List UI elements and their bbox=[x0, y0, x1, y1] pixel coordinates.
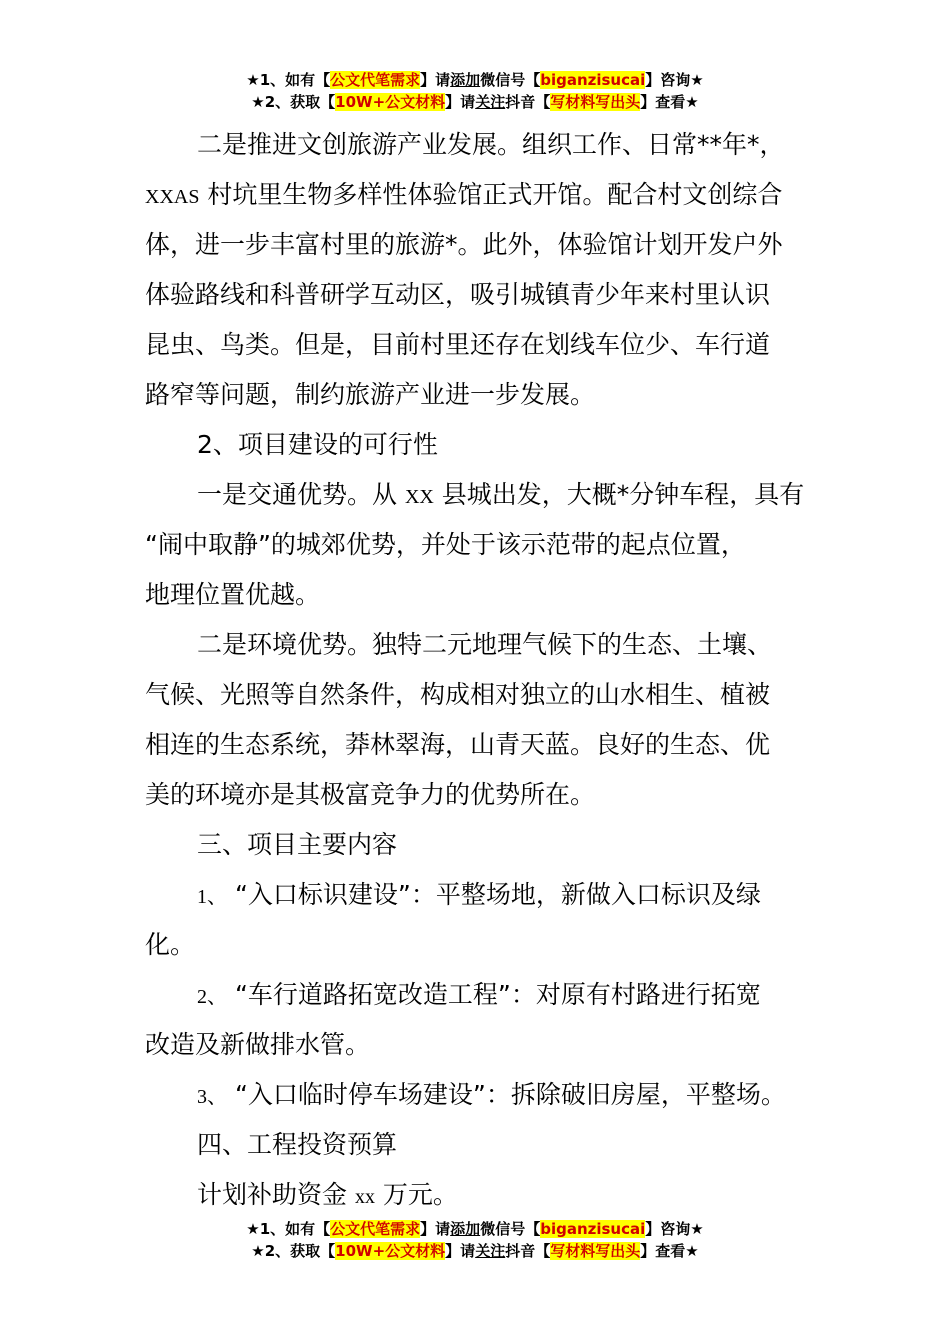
section-heading-budget: 四、工程投资预算 bbox=[197, 1130, 398, 1159]
list-item: 3、 “入口临时停车场建设”：拆除破旧房屋，平整场。 bbox=[197, 1080, 786, 1109]
banner-line-2: ★2、获取【10W+公文材料】请关注抖音【写材料写出头】查看★ bbox=[251, 1242, 699, 1260]
highlight-wechat-id: biganzisucai bbox=[540, 71, 646, 89]
bottom-banner bbox=[0, 1218, 950, 1262]
star-icon: ★ bbox=[685, 93, 699, 111]
highlight-materials: 10W+公文材料 bbox=[335, 1242, 446, 1260]
section-heading-feasibility: 2、项目建设的可行性 bbox=[197, 430, 438, 459]
star-icon: ★ bbox=[685, 1242, 699, 1260]
list-item: 2、 “车行道路拓宽改造工程”：对原有村路进行拓宽 改造及新做排水管。 bbox=[145, 980, 761, 1059]
banner-line-1: ★1、如有【公文代笔需求】请添加微信号【biganzisucai】咨询★ bbox=[246, 1220, 704, 1238]
paragraph-budget: 计划补助资金 xx 万元。 bbox=[197, 1180, 458, 1209]
document-body bbox=[145, 120, 815, 1220]
star-icon: ★ bbox=[246, 1220, 260, 1238]
paragraph-environment: 二是环境优势。独特二元地理气候下的生态、土壤、 气候、光照等自然条件，构成相对独立的山水相生、植被 相连的生态系统，莽林翠海，山青天蓝。良好的生态、优 美的环境亦是其极富竞争力的优势所在。 bbox=[145, 630, 773, 809]
top-banner bbox=[0, 69, 950, 113]
section-heading-content: 三、项目主要内容 bbox=[197, 830, 398, 859]
star-icon: ★ bbox=[251, 93, 265, 111]
paragraph-tourism: 二是推进文创旅游产业发展。组织工作、日常**年*， XXAS 村坑里生物多样性体验馆正式开馆。配合村文创综合 体，进一步丰富村里的旅游*。此外，体验馆计划开发户外 体验路线和科普研学互动区，吸引城镇青少年来村里认识 昆虫、鸟类。但是，目前村里还存在划线车位少、车行道 路窄等问题，制约旅游产业进一步发展。 bbox=[145, 130, 785, 409]
banner-line-1: ★1、如有【公文代笔需求】请添加微信号【biganzisucai】咨询★ bbox=[246, 71, 704, 89]
star-icon: ★ bbox=[690, 71, 704, 89]
highlight-douyin: 写材料写出头 bbox=[550, 1242, 641, 1260]
star-icon: ★ bbox=[690, 1220, 704, 1238]
highlight-douyin: 写材料写出头 bbox=[550, 93, 641, 111]
highlight-service: 公文代笔需求 bbox=[330, 71, 421, 89]
highlight-wechat-id: biganzisucai bbox=[540, 1220, 646, 1238]
highlight-materials: 10W+公文材料 bbox=[335, 93, 446, 111]
star-icon: ★ bbox=[251, 1242, 265, 1260]
star-icon: ★ bbox=[246, 71, 260, 89]
paragraph-transport: 一是交通优势。从 XX 县城出发，大概*分钟车程，具有 “闹中取静”的城郊优势，并处于该示范带的起点位置， 地理位置优越。 bbox=[145, 480, 805, 609]
highlight-service: 公文代笔需求 bbox=[330, 1220, 421, 1238]
list-item: 1、 “入口标识建设”：平整场地，新做入口标识及绿 化。 bbox=[145, 880, 761, 959]
banner-line-2: ★2、获取【10W+公文材料】请关注抖音【写材料写出头】查看★ bbox=[251, 93, 699, 111]
